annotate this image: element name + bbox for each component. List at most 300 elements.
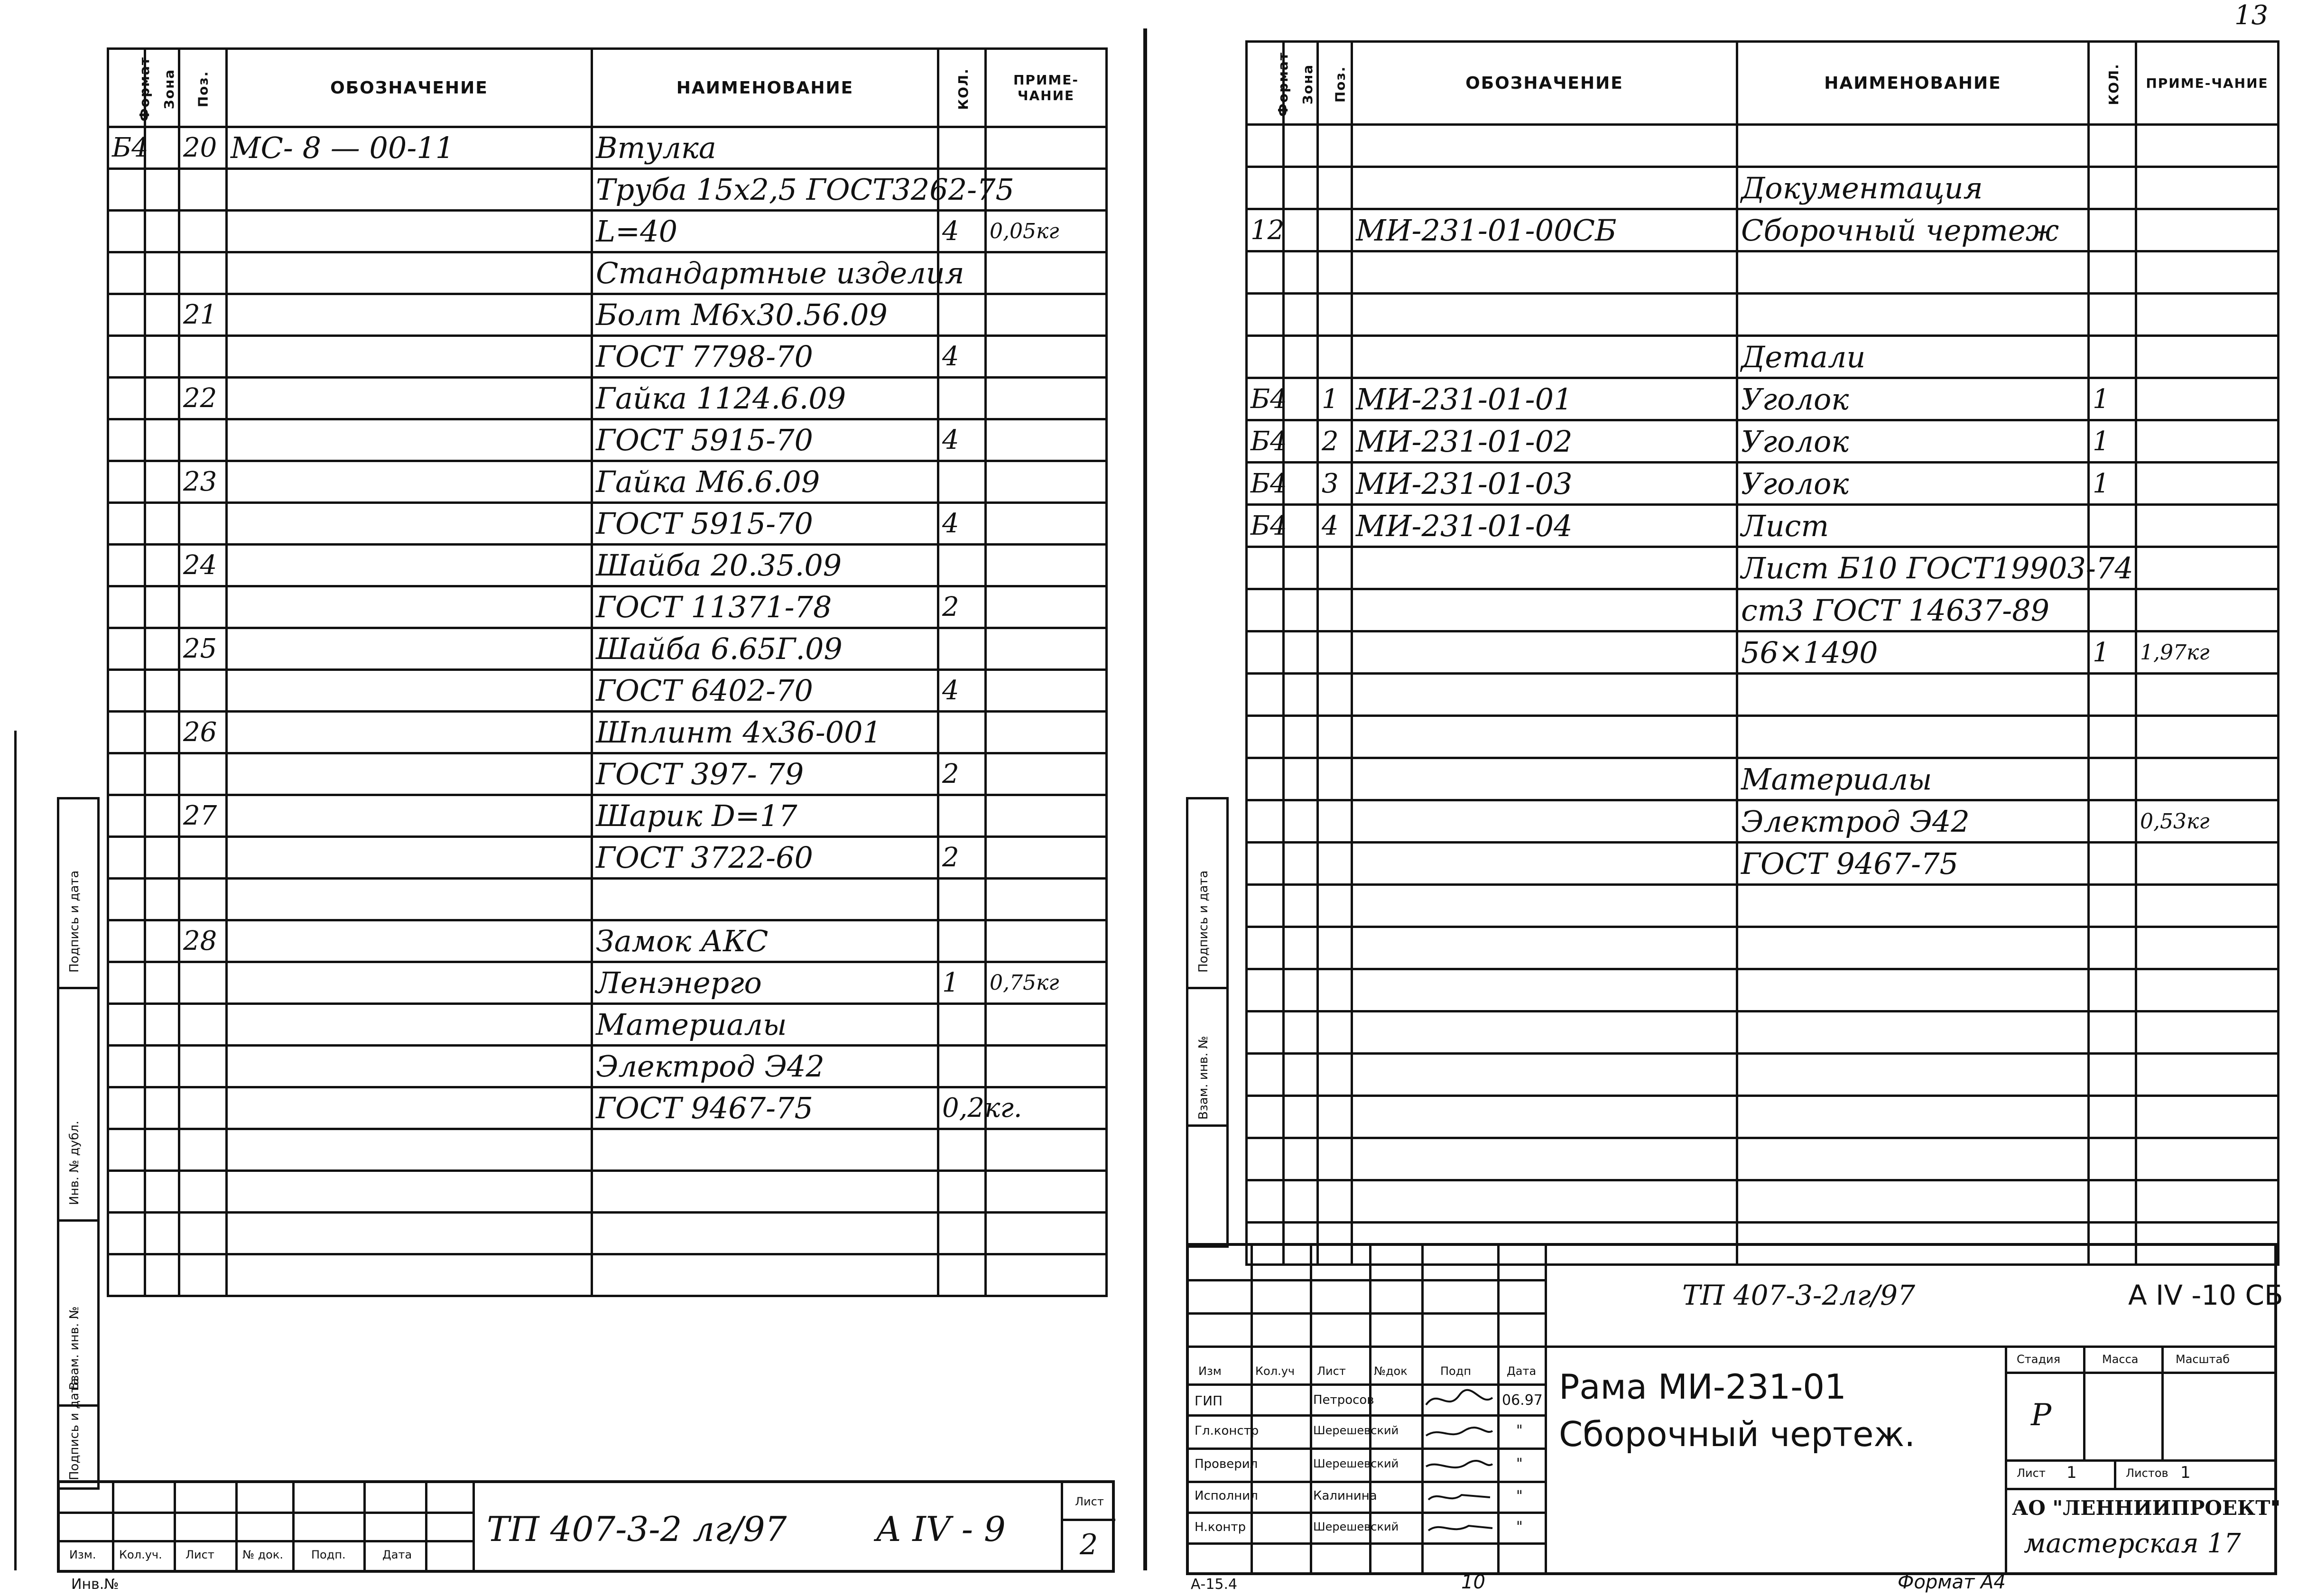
- cell-qty: [2089, 674, 2136, 716]
- cell-format: [1247, 716, 1284, 758]
- cell-designation: [1352, 885, 1737, 927]
- table-row: [1247, 800, 2279, 843]
- cell-pos: [1318, 927, 1352, 969]
- cell-designation: [1352, 1180, 1737, 1223]
- cell-format: [108, 795, 145, 837]
- table-row: [1247, 125, 2279, 167]
- cell-note: [2136, 927, 2279, 969]
- table-row: [1247, 251, 2279, 294]
- cell-name: Материалы: [1737, 758, 2089, 800]
- table-row: [108, 169, 1107, 211]
- cell-pos: [1318, 800, 1352, 843]
- cell-name: Шайба 20.35.09: [592, 545, 938, 586]
- cell-qty: 1: [2089, 631, 2136, 674]
- cell-designation: [227, 670, 592, 712]
- cell-zone: [1284, 1054, 1318, 1096]
- cell-format: [108, 252, 145, 294]
- cell-qty: [938, 1046, 986, 1087]
- cell-zone: [145, 628, 179, 670]
- staff-name: Шерешевский: [1313, 1424, 1399, 1437]
- cell-zone: [145, 753, 179, 795]
- cell-pos: [179, 1254, 227, 1296]
- cell-note: [2136, 167, 2279, 209]
- cell-zone: [1284, 209, 1318, 251]
- cell-format: [108, 211, 145, 252]
- cell-name: [1737, 125, 2089, 167]
- cell-note: [986, 503, 1107, 545]
- cell-qty: [938, 1129, 986, 1171]
- cell-pos: [1318, 885, 1352, 927]
- cell-designation: [227, 1087, 592, 1129]
- cell-qty: [2089, 209, 2136, 251]
- cell-zone: [1284, 420, 1318, 463]
- staff-name: Калинина: [1313, 1489, 1377, 1503]
- cell-qty: 4: [938, 211, 986, 252]
- cell-designation: [1352, 1011, 1737, 1054]
- header-qty: КОЛ.: [2089, 42, 2136, 125]
- cell-designation: [227, 1129, 592, 1171]
- table-row: [1247, 758, 2279, 800]
- bottom-note-left: А-15.4: [1191, 1576, 1238, 1593]
- cell-format: [108, 1129, 145, 1171]
- table-row: [108, 670, 1107, 712]
- cell-designation: [227, 252, 592, 294]
- cell-name: Гайка 1124.6.09: [592, 378, 938, 419]
- table-row: [108, 1171, 1107, 1213]
- header-row: [1247, 42, 2279, 125]
- cell-format: Б4: [1247, 505, 1284, 547]
- cell-format: [1247, 1180, 1284, 1223]
- cell-qty: [2089, 1096, 2136, 1138]
- cell-designation: [227, 378, 592, 419]
- cell-note: [986, 920, 1107, 962]
- staff-name: Шерешевский: [1313, 1457, 1399, 1470]
- side-label: Взам. инв. №: [67, 1306, 82, 1390]
- table-row: [108, 712, 1107, 753]
- cell-name: [1737, 1054, 2089, 1096]
- cell-pos: [179, 336, 227, 378]
- sheets-label: Листов: [2126, 1466, 2168, 1480]
- cell-name: Материалы: [592, 1004, 938, 1046]
- cell-pos: [1318, 125, 1352, 167]
- cell-qty: [938, 378, 986, 419]
- cell-zone: [1284, 125, 1318, 167]
- cell-note: [2136, 1138, 2279, 1180]
- left-spec-table: [107, 47, 1108, 1297]
- cell-zone: [145, 1129, 179, 1171]
- cell-format: [1247, 1096, 1284, 1138]
- table-row: [1247, 885, 2279, 927]
- cell-note: [986, 670, 1107, 712]
- cell-format: [108, 378, 145, 419]
- cell-note: [986, 1129, 1107, 1171]
- table-row: [108, 586, 1107, 628]
- page-number: 13: [2234, 0, 2269, 31]
- cell-name: ГОСТ 5915-70: [592, 419, 938, 461]
- cell-pos: [1318, 1054, 1352, 1096]
- cell-pos: [179, 1087, 227, 1129]
- cell-format: Б4: [1247, 378, 1284, 420]
- cell-name: ГОСТ 9467-75: [592, 1087, 938, 1129]
- cell-zone: [1284, 800, 1318, 843]
- cell-zone: [1284, 1011, 1318, 1054]
- header-name: НАИМЕНОВАНИЕ: [1737, 42, 2089, 125]
- cell-note: [986, 419, 1107, 461]
- cell-qty: [938, 1004, 986, 1046]
- cell-format: [108, 962, 145, 1004]
- table-row: [1247, 589, 2279, 631]
- cell-qty: 1: [2089, 378, 2136, 420]
- tb-col-label: Подп.: [311, 1548, 346, 1561]
- cell-name: Уголок: [1737, 378, 2089, 420]
- cell-pos: [179, 211, 227, 252]
- cell-pos: [179, 419, 227, 461]
- table-row: [1247, 209, 2279, 251]
- cell-zone: [145, 127, 179, 169]
- cell-format: [108, 1087, 145, 1129]
- header-zone: Зона: [145, 49, 179, 127]
- cell-zone: [1284, 589, 1318, 631]
- side-divider: [1186, 1124, 1229, 1127]
- cell-format: [108, 920, 145, 962]
- table-row: [1247, 1096, 2279, 1138]
- bottom-note-mid: 10: [1461, 1571, 1485, 1593]
- cell-format: [108, 503, 145, 545]
- cell-designation: МИ-231-01-04: [1352, 505, 1737, 547]
- cell-note: [2136, 969, 2279, 1011]
- staff-role: Проверил: [1195, 1457, 1258, 1471]
- cell-format: [108, 419, 145, 461]
- cell-pos: [1318, 294, 1352, 336]
- cell-zone: [1284, 885, 1318, 927]
- table-row: [108, 628, 1107, 670]
- cell-note: [2136, 209, 2279, 251]
- cell-qty: [2089, 167, 2136, 209]
- right-sheet-code: А IV -10 СБ: [2128, 1279, 2283, 1311]
- table-row: [108, 1213, 1107, 1254]
- cell-note: 0,75кг: [986, 962, 1107, 1004]
- cell-name: [592, 879, 938, 920]
- cell-zone: [145, 1046, 179, 1087]
- cell-format: [108, 628, 145, 670]
- cell-note: [2136, 294, 2279, 336]
- cell-qty: [938, 1171, 986, 1213]
- cell-zone: [145, 252, 179, 294]
- table-row: [108, 962, 1107, 1004]
- cell-qty: [2089, 758, 2136, 800]
- stage-value: Р: [2031, 1398, 2052, 1433]
- cell-name: Лист: [1737, 505, 2089, 547]
- cell-qty: [2089, 800, 2136, 843]
- cell-zone: [1284, 167, 1318, 209]
- staff-date: ": [1516, 1456, 1523, 1472]
- cell-note: 0,53кг: [2136, 800, 2279, 843]
- header-pos: Поз.: [179, 49, 227, 127]
- cell-qty: [2089, 505, 2136, 547]
- left-title-block: [57, 1480, 1115, 1573]
- cell-qty: 1: [938, 962, 986, 1004]
- cell-format: [108, 336, 145, 378]
- side-label: Подпись и дата: [67, 1378, 82, 1480]
- cell-pos: [179, 586, 227, 628]
- cell-format: [1247, 294, 1284, 336]
- cell-format: [1247, 1138, 1284, 1180]
- cell-zone: [145, 879, 179, 920]
- cell-name: [1737, 1011, 2089, 1054]
- table-row: [108, 461, 1107, 503]
- cell-name: ГОСТ 3722-60: [592, 837, 938, 879]
- cell-designation: [1352, 1138, 1737, 1180]
- cell-pos: [179, 252, 227, 294]
- cell-qty: [938, 545, 986, 586]
- staff-date: ": [1516, 1519, 1523, 1535]
- cell-note: [986, 378, 1107, 419]
- side-label: Подпись и дата: [1196, 870, 1211, 973]
- doc-code: ТП 407-3-2 лг/97: [487, 1509, 787, 1549]
- cell-name: 56×1490: [1737, 631, 2089, 674]
- cell-format: [1247, 800, 1284, 843]
- bottom-note-right: Формат А4: [1898, 1571, 2006, 1593]
- cell-note: [986, 879, 1107, 920]
- table-row: [1247, 294, 2279, 336]
- cell-zone: [145, 1213, 179, 1254]
- cell-qty: 4: [938, 419, 986, 461]
- cell-note: [2136, 378, 2279, 420]
- cell-format: [1247, 1011, 1284, 1054]
- cell-name: Втулка: [592, 127, 938, 169]
- cell-qty: [2089, 251, 2136, 294]
- cell-designation: [1352, 631, 1737, 674]
- cell-designation: [1352, 294, 1737, 336]
- cell-designation: [1352, 758, 1737, 800]
- cell-designation: [227, 545, 592, 586]
- tb-col-label: Изм: [1198, 1364, 1222, 1378]
- table-row: [1247, 1011, 2279, 1054]
- cell-zone: [145, 294, 179, 336]
- table-row: [108, 1254, 1107, 1296]
- cell-format: [1247, 758, 1284, 800]
- cell-format: [108, 1171, 145, 1213]
- mass-label: Масса: [2102, 1353, 2139, 1366]
- table-row: [108, 837, 1107, 879]
- cell-qty: 4: [938, 503, 986, 545]
- cell-format: [108, 545, 145, 586]
- cell-name: ГОСТ 7798-70: [592, 336, 938, 378]
- side-divider: [57, 1219, 100, 1222]
- cell-zone: [1284, 294, 1318, 336]
- tb-col-label: Кол.уч.: [119, 1548, 162, 1561]
- cell-qty: [2089, 336, 2136, 378]
- cell-zone: [145, 1254, 179, 1296]
- side-label: Подпись и дата: [67, 870, 82, 973]
- cell-name: [592, 1213, 938, 1254]
- table-row: [108, 795, 1107, 837]
- cell-zone: [145, 962, 179, 1004]
- cell-note: [2136, 885, 2279, 927]
- cell-note: [2136, 1054, 2279, 1096]
- cell-zone: [145, 670, 179, 712]
- table-row: [1247, 716, 2279, 758]
- cell-format: [108, 837, 145, 879]
- cell-zone: [1284, 1180, 1318, 1223]
- cell-note: [2136, 336, 2279, 378]
- cell-format: [108, 1046, 145, 1087]
- cell-format: [1247, 125, 1284, 167]
- table-row: [108, 378, 1107, 419]
- cell-designation: [227, 1004, 592, 1046]
- cell-zone: [1284, 927, 1318, 969]
- cell-zone: [1284, 631, 1318, 674]
- cell-name: Шайба 6.65Г.09: [592, 628, 938, 670]
- sheet-number: 2: [1080, 1528, 1098, 1561]
- cell-note: [986, 252, 1107, 294]
- cell-designation: [227, 419, 592, 461]
- cell-designation: [227, 503, 592, 545]
- cell-pos: [179, 503, 227, 545]
- cell-format: [108, 670, 145, 712]
- cell-designation: [227, 753, 592, 795]
- tb-col-label: Дата: [382, 1548, 412, 1561]
- header-note: ПРИМЕ-ЧАНИЕ: [2136, 42, 2279, 125]
- header-note: ПРИМЕ-ЧАНИЕ: [986, 49, 1107, 127]
- side-label: Инв. № дубл.: [67, 1121, 82, 1205]
- cell-zone: [145, 1171, 179, 1213]
- cell-pos: 25: [179, 628, 227, 670]
- left-frame-line: [14, 731, 17, 1570]
- cell-format: [1247, 631, 1284, 674]
- cell-name: Болт М6х30.56.09: [592, 294, 938, 336]
- cell-note: [2136, 547, 2279, 589]
- right-title-block: [1186, 1243, 2283, 1575]
- cell-qty: [2089, 885, 2136, 927]
- cell-designation: [227, 586, 592, 628]
- cell-pos: [1318, 589, 1352, 631]
- cell-pos: 1: [1318, 378, 1352, 420]
- table-row: [108, 879, 1107, 920]
- cell-name: [1737, 927, 2089, 969]
- cell-name: [1737, 885, 2089, 927]
- cell-designation: [227, 962, 592, 1004]
- staff-role: Исполнил: [1195, 1489, 1258, 1503]
- cell-name: Документация: [1737, 167, 2089, 209]
- cell-name: [1737, 716, 2089, 758]
- cell-name: [1737, 251, 2089, 294]
- cell-qty: 4: [938, 336, 986, 378]
- table-row: [108, 336, 1107, 378]
- staff-date: ": [1516, 1488, 1523, 1504]
- cell-note: [986, 127, 1107, 169]
- cell-note: [2136, 1096, 2279, 1138]
- cell-note: [2136, 843, 2279, 885]
- table-row: [1247, 505, 2279, 547]
- staff-date: 06.97: [1502, 1392, 1543, 1409]
- right-spec-table: [1245, 40, 2279, 1266]
- cell-note: 0,05кг: [986, 211, 1107, 252]
- cell-name: Детали: [1737, 336, 2089, 378]
- cell-name: L=40: [592, 211, 938, 252]
- cell-pos: [1318, 631, 1352, 674]
- header-format: Формат: [108, 49, 145, 127]
- cell-pos: 22: [179, 378, 227, 419]
- table-row: [1247, 1054, 2279, 1096]
- cell-designation: [227, 461, 592, 503]
- cell-pos: [1318, 1138, 1352, 1180]
- cell-note: [986, 1046, 1107, 1087]
- table-row: [1247, 631, 2279, 674]
- cell-designation: [227, 795, 592, 837]
- table-row: [108, 1004, 1107, 1046]
- cell-format: Б4: [1247, 420, 1284, 463]
- cell-format: [1247, 927, 1284, 969]
- header-qty: КОЛ.: [938, 49, 986, 127]
- cell-name: ГОСТ 5915-70: [592, 503, 938, 545]
- header-zone: Зона: [1284, 42, 1318, 125]
- cell-qty: [938, 1213, 986, 1254]
- cell-zone: [145, 378, 179, 419]
- table-row: [108, 753, 1107, 795]
- header-designation: ОБОЗНАЧЕНИЕ: [1352, 42, 1737, 125]
- cell-note: [986, 336, 1107, 378]
- cell-name: [1737, 1138, 2089, 1180]
- cell-zone: [1284, 1138, 1318, 1180]
- stage-label: Стадия: [2017, 1353, 2061, 1366]
- cell-designation: [227, 336, 592, 378]
- table-row: [108, 211, 1107, 252]
- cell-qty: 2: [938, 586, 986, 628]
- side-label: Взам. инв. №: [1196, 1036, 1211, 1120]
- cell-pos: [1318, 1011, 1352, 1054]
- drawing-title: Рама МИ-231-01: [1559, 1367, 1846, 1407]
- cell-note: [2136, 1011, 2279, 1054]
- cell-name: [1737, 294, 2089, 336]
- cell-qty: [938, 294, 986, 336]
- cell-format: [1247, 167, 1284, 209]
- table-row: [1247, 927, 2279, 969]
- header-pos: Поз.: [1318, 42, 1352, 125]
- cell-pos: [1318, 674, 1352, 716]
- staff-role: ГИП: [1195, 1393, 1223, 1409]
- cell-designation: [1352, 674, 1737, 716]
- cell-format: [1247, 674, 1284, 716]
- cell-pos: [1318, 758, 1352, 800]
- table-row: [1247, 674, 2279, 716]
- drawing-subtitle: Сборочный чертеж.: [1559, 1414, 1916, 1454]
- cell-designation: [227, 712, 592, 753]
- cell-format: [1247, 1054, 1284, 1096]
- cell-designation: МИ-231-01-02: [1352, 420, 1737, 463]
- cell-format: Б4: [1247, 463, 1284, 505]
- cell-designation: [1352, 843, 1737, 885]
- cell-qty: [938, 712, 986, 753]
- cell-zone: [1284, 1096, 1318, 1138]
- cell-pos: [179, 1213, 227, 1254]
- cell-zone: [1284, 969, 1318, 1011]
- cell-qty: [938, 127, 986, 169]
- cell-zone: [145, 336, 179, 378]
- cell-pos: [1318, 1180, 1352, 1223]
- table-row: [1247, 1180, 2279, 1223]
- cell-format: [108, 1213, 145, 1254]
- cell-note: [986, 795, 1107, 837]
- cell-note: [986, 1213, 1107, 1254]
- cell-designation: МС- 8 — 00-11: [227, 127, 592, 169]
- cell-note: [2136, 463, 2279, 505]
- scale-label: Масштаб: [2176, 1353, 2230, 1366]
- org-name: АО "ЛЕННИИПРОЕКТ": [2012, 1496, 2281, 1520]
- side-divider: [1186, 987, 1229, 989]
- cell-zone: [145, 586, 179, 628]
- tb-col-label: Лист: [185, 1548, 214, 1561]
